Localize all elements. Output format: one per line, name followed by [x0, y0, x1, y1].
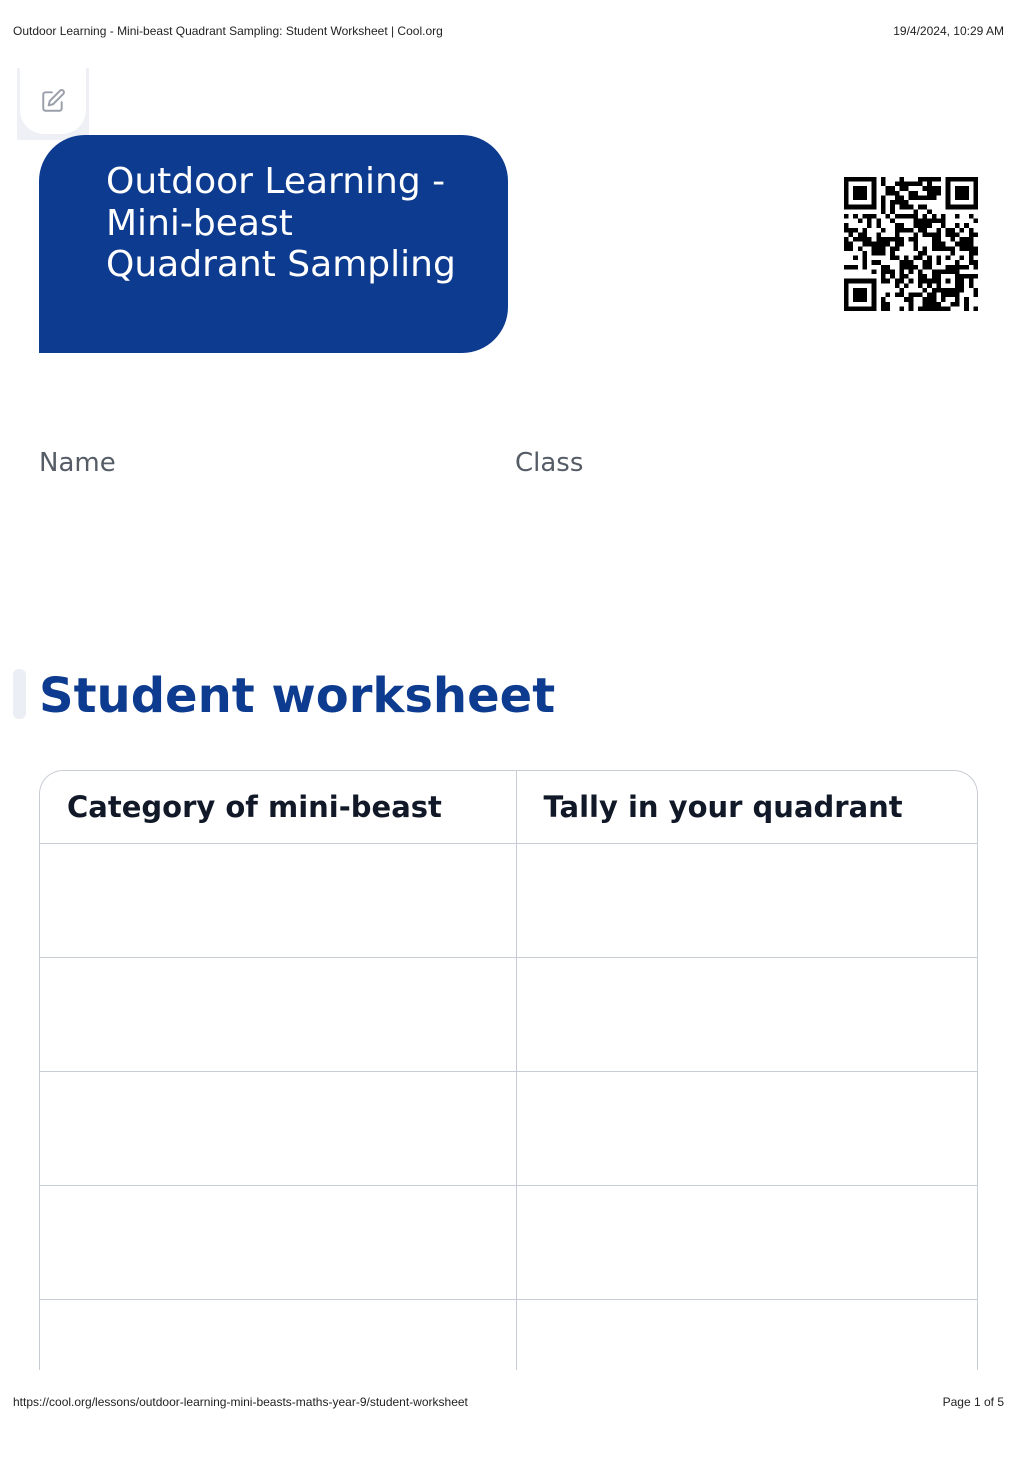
column-header-tally: Tally in your quadrant [516, 771, 977, 843]
print-url: https://cool.org/lessons/outdoor-learning-mini-beasts-maths-year-9/student-worksheet [13, 1395, 468, 1409]
edit-button[interactable] [20, 68, 86, 134]
table-cell-category[interactable] [40, 843, 516, 957]
table-cell-category[interactable] [40, 1071, 516, 1185]
table-row [40, 1071, 977, 1185]
table-header-row [40, 771, 977, 843]
table-cell-tally[interactable] [516, 1299, 977, 1370]
worksheet-title: Outdoor Learning - Mini-beast Quadrant Sampling [106, 161, 456, 285]
name-label: Name [39, 448, 116, 478]
print-footer [13, 1395, 1004, 1411]
table-cell-tally[interactable] [516, 843, 977, 957]
title-banner [39, 135, 508, 353]
table-cell-category[interactable] [40, 1299, 516, 1370]
section-title: Student worksheet [39, 668, 556, 724]
table-row [40, 957, 977, 1071]
table-cell-tally[interactable] [516, 957, 977, 1071]
tally-table [39, 770, 978, 1370]
table-row [40, 1299, 977, 1370]
table-cell-tally[interactable] [516, 1185, 977, 1299]
edit-tab[interactable] [17, 68, 89, 140]
section-marker [13, 669, 26, 719]
table-cell-tally[interactable] [516, 1071, 977, 1185]
table-row [40, 1185, 977, 1299]
qr-code-icon [844, 177, 978, 311]
table-cell-category[interactable] [40, 1185, 516, 1299]
print-page-title: Outdoor Learning - Mini-beast Quadrant Sampling: Student Worksheet | Cool.org [13, 24, 443, 38]
table-row [40, 843, 977, 957]
table-cell-category[interactable] [40, 957, 516, 1071]
column-header-category: Category of mini-beast [40, 771, 516, 843]
print-datetime: 19/4/2024, 10:29 AM [893, 24, 1004, 38]
print-header [13, 24, 1004, 40]
edit-icon [40, 88, 66, 114]
class-label: Class [515, 448, 584, 478]
print-page-number: Page 1 of 5 [942, 1395, 1004, 1409]
